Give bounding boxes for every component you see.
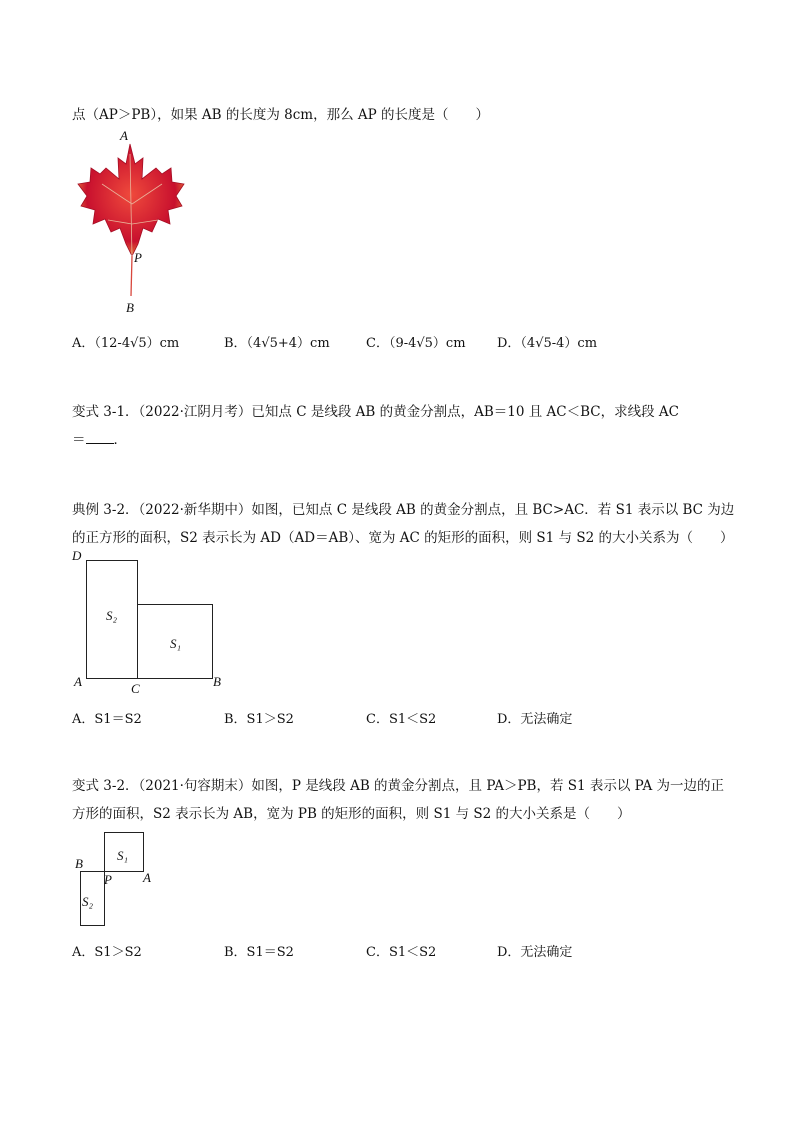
maple-leaf-figure bbox=[72, 124, 192, 319]
ex32-line1: 典例 3-2．（2022·新华期中）如图，已知点 C 是线段 AB 的黄金分割点，且 BC>AC．若 S1 表示以 BC 为边 bbox=[72, 502, 735, 518]
v32-label-s2: S₂ bbox=[82, 894, 94, 909]
v32-label-p: P bbox=[104, 872, 112, 887]
ex32-label-d: D bbox=[72, 548, 82, 563]
ex32-label-s1: S₁ bbox=[170, 636, 182, 651]
v31-period: ． bbox=[113, 432, 127, 448]
v32-option-a[interactable]: A．S1＞S2 bbox=[72, 945, 142, 960]
q1-stem: 点（AP＞PB），如果 AB 的长度为 8cm，那么 AP 的长度是（ ） bbox=[72, 107, 489, 123]
v32-label-s1: S₁ bbox=[117, 848, 129, 863]
ex32-option-d[interactable]: D．无法确定 bbox=[497, 712, 573, 727]
v32-figure bbox=[72, 826, 172, 930]
leaf-label-p: P bbox=[134, 250, 142, 265]
v31-eq-sign: ＝ bbox=[72, 432, 86, 448]
q1-option-a[interactable]: A．（12-4√5）cm bbox=[72, 336, 180, 351]
q1-option-c[interactable]: C．（9-4√5）cm bbox=[366, 336, 466, 351]
ex32-label-a: A bbox=[74, 674, 82, 689]
v32-option-b[interactable]: B．S1＝S2 bbox=[224, 945, 294, 960]
leaf-label-b: B bbox=[126, 300, 134, 315]
q1-option-d[interactable]: D．（4√5-4）cm bbox=[497, 336, 598, 351]
v31-line2 bbox=[72, 428, 127, 448]
ex32-option-a[interactable]: A．S1＝S2 bbox=[72, 712, 142, 727]
ex32-figure bbox=[72, 548, 232, 698]
v32-line1: 变式 3-2．（2021·句容期末）如图，P 是线段 AB 的黄金分割点，且 PA＞PB，若 S1 表示以 PA 为一边的正 bbox=[72, 778, 725, 794]
q1-option-b[interactable]: B．（4√5+4）cm bbox=[224, 336, 330, 351]
v32-label-b: B bbox=[75, 856, 83, 871]
leaf-label-a: A bbox=[120, 128, 128, 143]
ex32-label-c: C bbox=[131, 681, 140, 696]
ex32-label-s2: S₂ bbox=[106, 608, 118, 623]
v31-line1: 变式 3-1．（2022·江阴月考）已知点 C 是线段 AB 的黄金分割点，AB＝10 且 AC＜BC，求线段 AC bbox=[72, 404, 679, 420]
v32-label-a: A bbox=[143, 870, 151, 885]
v32-option-d[interactable]: D．无法确定 bbox=[497, 945, 573, 960]
ex32-label-b: B bbox=[213, 674, 221, 689]
v32-option-c[interactable]: C．S1＜S2 bbox=[366, 945, 437, 960]
maple-leaf-icon bbox=[72, 124, 192, 319]
ex32-line2: 的正方形的面积，S2 表示长为 AD（AD＝AB）、宽为 AC 的矩形的面积，则 S1 与 S2 的大小关系为（ ） bbox=[72, 530, 734, 546]
answer-blank[interactable] bbox=[86, 431, 114, 444]
v32-line2: 方形的面积，S2 表示长为 AB，宽为 PB 的矩形的面积，则 S1 与 S2 的大小关系是（ ） bbox=[72, 806, 631, 822]
ex32-option-b[interactable]: B．S1＞S2 bbox=[224, 712, 294, 727]
ex32-option-c[interactable]: C．S1＜S2 bbox=[366, 712, 437, 727]
